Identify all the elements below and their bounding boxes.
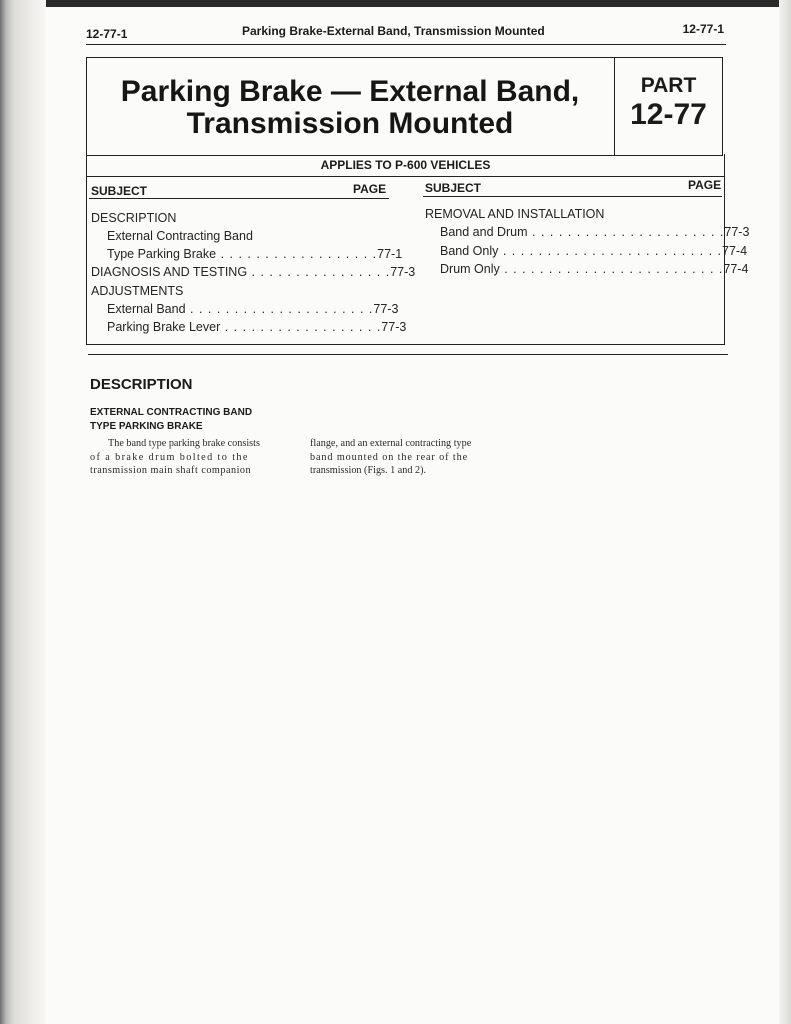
toc-entry[interactable]: Drum Only . . . . . . . . . . . . . . . . . . . . . . . . .77-4	[440, 262, 749, 276]
title-box	[86, 57, 723, 156]
text-line: transmission main shaft companion	[90, 465, 252, 476]
page-header-left: PAGE	[353, 182, 387, 196]
toc-entry[interactable]: External Contracting Band	[107, 229, 253, 243]
contents-box	[86, 154, 750, 345]
page-header-right: PAGE	[688, 178, 722, 192]
running-title: Parking Brake-External Band, Transmission Mounted	[242, 24, 545, 38]
subsection-heading	[90, 406, 252, 434]
divider	[89, 198, 389, 199]
text-line: transmission (Figs. 1 and 2).	[310, 465, 427, 476]
page-number-left: 12-77-1	[86, 27, 128, 41]
text-line: band mounted on the rear of the	[310, 451, 469, 463]
part-label: PART	[640, 74, 697, 97]
subject-header-right: SUBJECT	[425, 181, 482, 195]
scan-right-edge	[779, 0, 791, 1024]
page-title	[87, 76, 613, 140]
toc-entry[interactable]: REMOVAL AND INSTALLATION	[425, 207, 605, 221]
text-line: flange, and an external contracting type	[310, 438, 472, 449]
title-line-2: Transmission Mounted	[186, 107, 514, 140]
divider	[87, 176, 724, 177]
divider	[423, 196, 722, 197]
running-header	[86, 24, 726, 45]
text-line: The band type parking brake consists	[108, 438, 260, 449]
book-binding-shadow	[0, 0, 46, 1024]
subsection-heading-line-2: TYPE PARKING BRAKE	[90, 421, 203, 432]
page-number-right: 12-77-1	[682, 22, 724, 36]
applies-to: APPLIES TO P-600 VEHICLES	[320, 158, 491, 172]
scan-top-edge	[0, 0, 791, 7]
section-divider	[88, 354, 728, 355]
toc-entry[interactable]: ADJUSTMENTS	[91, 284, 184, 298]
body-text-column-2	[310, 437, 515, 478]
part-number: 12-77	[630, 98, 707, 131]
toc-entry[interactable]: External Band . . . . . . . . . . . . . . . . . . . . .77-3	[107, 302, 399, 316]
toc-entry[interactable]: Parking Brake Lever . . . . . . . . . . . . . . . . . .77-3	[107, 320, 407, 334]
section-heading: DESCRIPTION	[90, 376, 193, 393]
text-line: of a brake drum bolted to the	[90, 451, 249, 463]
toc-entry[interactable]: Band and Drum . . . . . . . . . . . . . . . . . . . . . .77-3	[440, 225, 750, 239]
toc-entry[interactable]: DIAGNOSIS AND TESTING . . . . . . . . . . . . . . . .77-3	[91, 265, 416, 279]
subject-header-left: SUBJECT	[91, 184, 148, 198]
body-text-column-1	[90, 437, 290, 478]
toc-entry[interactable]: Band Only . . . . . . . . . . . . . . . . . . . . . . . . .77-4	[440, 244, 748, 258]
subsection-heading-line-1: EXTERNAL CONTRACTING BAND	[90, 407, 253, 418]
title-line-1: Parking Brake — External Band,	[120, 75, 580, 108]
toc-entry[interactable]: DESCRIPTION	[91, 211, 177, 225]
toc-entry[interactable]: Type Parking Brake . . . . . . . . . . . . . . . . . .77-1	[107, 247, 403, 261]
